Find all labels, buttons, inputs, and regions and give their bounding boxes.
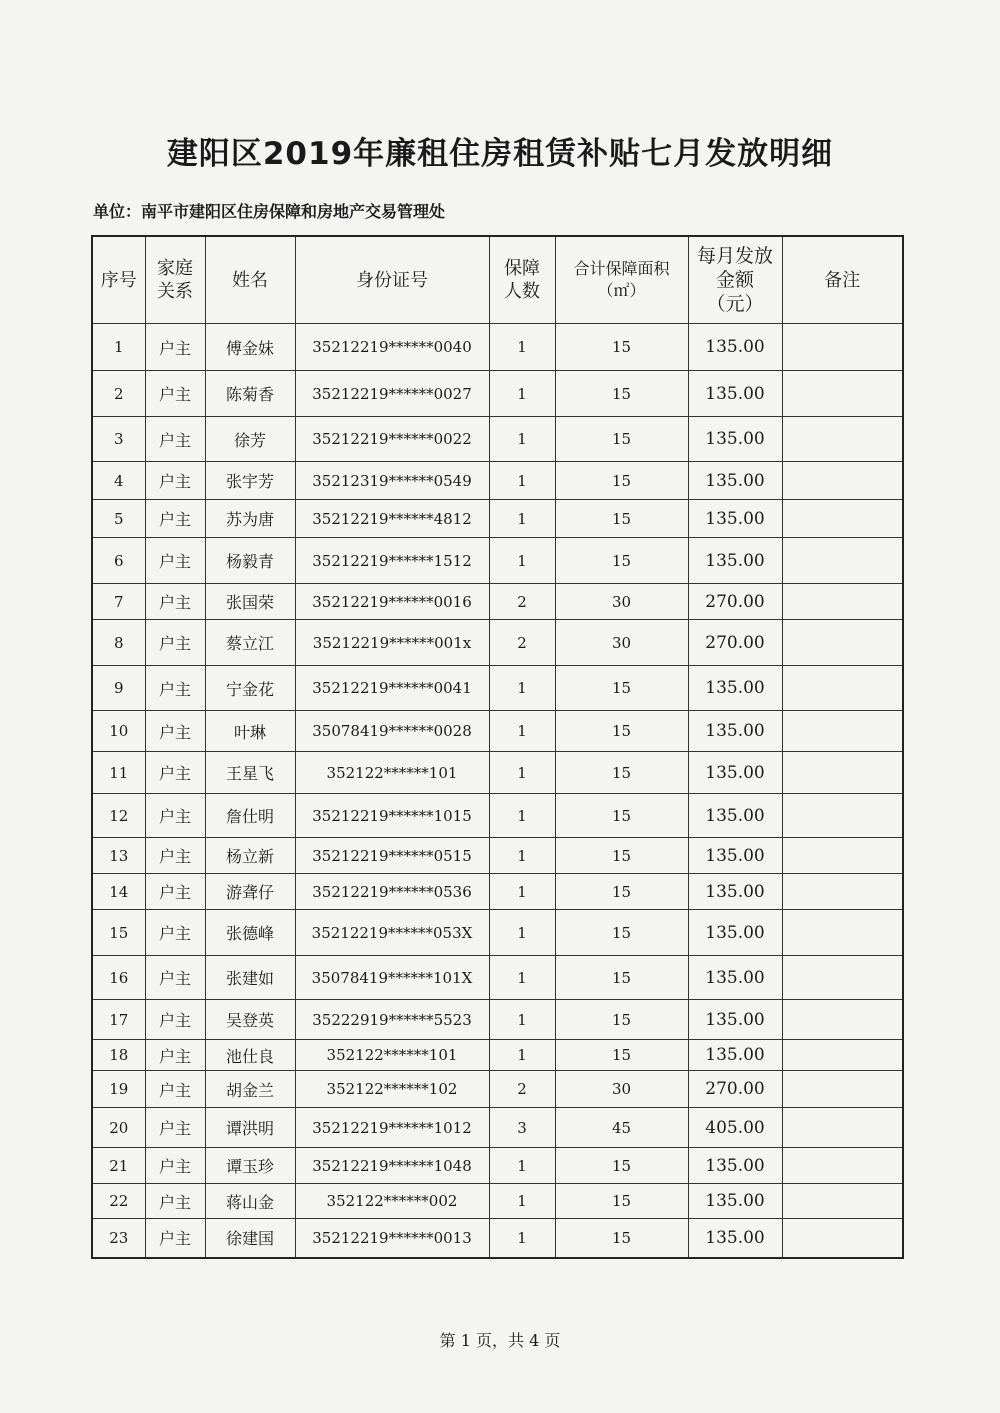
row-persons: 2 — [489, 620, 555, 666]
row-persons: 1 — [489, 838, 555, 874]
row-amount: 270.00 — [688, 1071, 782, 1108]
subsidy-table — [91, 235, 904, 1259]
row-remark — [782, 1000, 903, 1040]
row-area: 15 — [555, 794, 688, 838]
row-amount: 135.00 — [688, 874, 782, 910]
row-area: 15 — [555, 874, 688, 910]
row-name: 张国荣 — [205, 584, 295, 620]
row-amount: 270.00 — [688, 584, 782, 620]
row-remark — [782, 752, 903, 794]
row-relation: 户主 — [145, 1184, 205, 1219]
row-relation: 户主 — [145, 1040, 205, 1071]
row-seq: 11 — [92, 752, 145, 794]
row-id-number: 35212219******0041 — [295, 666, 489, 711]
row-id-number: 35212219******001x — [295, 620, 489, 666]
row-relation: 户主 — [145, 752, 205, 794]
row-amount: 135.00 — [688, 324, 782, 371]
row-persons: 1 — [489, 666, 555, 711]
row-relation: 户主 — [145, 538, 205, 584]
row-relation: 户主 — [145, 874, 205, 910]
row-name: 王星飞 — [205, 752, 295, 794]
row-relation: 户主 — [145, 1000, 205, 1040]
unit-label: 单位：南平市建阳区住房保障和房地产交易管理处 — [93, 202, 446, 221]
row-area: 15 — [555, 500, 688, 538]
row-persons: 3 — [489, 1108, 555, 1148]
row-id-number: 352122******102 — [295, 1071, 489, 1108]
row-amount: 135.00 — [688, 910, 782, 956]
row-name: 蒋山金 — [205, 1184, 295, 1219]
row-persons: 1 — [489, 538, 555, 584]
row-persons: 2 — [489, 584, 555, 620]
row-id-number: 35222919******5523 — [295, 1000, 489, 1040]
row-remark — [782, 956, 903, 1000]
page-footer: 第 1 页，共 4 页 — [439, 1331, 561, 1350]
table-row — [92, 1040, 903, 1071]
row-remark — [782, 666, 903, 711]
row-amount: 135.00 — [688, 794, 782, 838]
row-persons: 1 — [489, 1219, 555, 1258]
row-relation: 户主 — [145, 1148, 205, 1184]
row-amount: 135.00 — [688, 538, 782, 584]
row-area: 45 — [555, 1108, 688, 1148]
row-amount: 135.00 — [688, 1219, 782, 1258]
row-name: 谭玉珍 — [205, 1148, 295, 1184]
table-row — [92, 500, 903, 538]
row-id-number: 35212219******1512 — [295, 538, 489, 584]
row-remark — [782, 584, 903, 620]
row-seq: 8 — [92, 620, 145, 666]
header-name: 姓名 — [205, 236, 295, 324]
row-seq: 2 — [92, 371, 145, 417]
header-persons: 保障人数 — [489, 236, 555, 324]
row-seq: 22 — [92, 1184, 145, 1219]
row-area: 15 — [555, 910, 688, 956]
table-row — [92, 666, 903, 711]
row-area: 15 — [555, 838, 688, 874]
row-remark — [782, 1071, 903, 1108]
row-seq: 10 — [92, 711, 145, 752]
row-area: 30 — [555, 1071, 688, 1108]
row-seq: 6 — [92, 538, 145, 584]
table-header — [92, 236, 903, 324]
table-row — [92, 538, 903, 584]
row-persons: 1 — [489, 711, 555, 752]
table-row — [92, 417, 903, 462]
row-seq: 1 — [92, 324, 145, 371]
row-area: 15 — [555, 1184, 688, 1219]
row-relation: 户主 — [145, 620, 205, 666]
row-persons: 1 — [489, 910, 555, 956]
row-relation: 户主 — [145, 956, 205, 1000]
table-row — [92, 1108, 903, 1148]
table-row — [92, 910, 903, 956]
table-row — [92, 838, 903, 874]
row-seq: 7 — [92, 584, 145, 620]
row-id-number: 35212219******053X — [295, 910, 489, 956]
row-amount: 135.00 — [688, 1148, 782, 1184]
table-row — [92, 711, 903, 752]
row-name: 陈菊香 — [205, 371, 295, 417]
row-relation: 户主 — [145, 711, 205, 752]
row-remark — [782, 371, 903, 417]
row-persons: 1 — [489, 1000, 555, 1040]
header-area: 合计保障面积（㎡） — [555, 236, 688, 324]
row-persons: 1 — [489, 500, 555, 538]
table-row — [92, 620, 903, 666]
table-row — [92, 752, 903, 794]
row-remark — [782, 1184, 903, 1219]
row-relation: 户主 — [145, 666, 205, 711]
row-persons: 2 — [489, 1071, 555, 1108]
row-relation: 户主 — [145, 1108, 205, 1148]
row-amount: 135.00 — [688, 500, 782, 538]
row-name: 游聋仔 — [205, 874, 295, 910]
row-remark — [782, 500, 903, 538]
row-seq: 18 — [92, 1040, 145, 1071]
row-amount: 405.00 — [688, 1108, 782, 1148]
row-id-number: 35212219******0515 — [295, 838, 489, 874]
row-relation: 户主 — [145, 584, 205, 620]
row-amount: 270.00 — [688, 620, 782, 666]
row-amount: 135.00 — [688, 417, 782, 462]
row-relation: 户主 — [145, 838, 205, 874]
row-amount: 135.00 — [688, 838, 782, 874]
row-area: 15 — [555, 711, 688, 752]
row-seq: 17 — [92, 1000, 145, 1040]
table-row — [92, 956, 903, 1000]
row-id-number: 35212219******0536 — [295, 874, 489, 910]
row-name: 蔡立江 — [205, 620, 295, 666]
row-id-number: 35078419******0028 — [295, 711, 489, 752]
row-persons: 1 — [489, 1040, 555, 1071]
row-persons: 1 — [489, 752, 555, 794]
row-amount: 135.00 — [688, 462, 782, 500]
table-row — [92, 874, 903, 910]
row-seq: 14 — [92, 874, 145, 910]
row-name: 徐芳 — [205, 417, 295, 462]
row-relation: 户主 — [145, 500, 205, 538]
row-seq: 12 — [92, 794, 145, 838]
header-id: 身份证号 — [295, 236, 489, 324]
row-id-number: 35212319******0549 — [295, 462, 489, 500]
header-amount: 每月发放金额（元） — [688, 236, 782, 324]
table-row — [92, 1071, 903, 1108]
header-relation: 家庭关系 — [145, 236, 205, 324]
row-name: 张建如 — [205, 956, 295, 1000]
row-id-number: 35212219******0022 — [295, 417, 489, 462]
row-name: 杨毅青 — [205, 538, 295, 584]
row-name: 詹仕明 — [205, 794, 295, 838]
row-remark — [782, 1148, 903, 1184]
row-seq: 13 — [92, 838, 145, 874]
row-seq: 4 — [92, 462, 145, 500]
row-area: 30 — [555, 620, 688, 666]
row-seq: 23 — [92, 1219, 145, 1258]
row-name: 叶琳 — [205, 711, 295, 752]
row-name: 傅金妹 — [205, 324, 295, 371]
row-persons: 1 — [489, 417, 555, 462]
row-remark — [782, 1219, 903, 1258]
row-name: 宁金花 — [205, 666, 295, 711]
row-relation: 户主 — [145, 794, 205, 838]
row-area: 30 — [555, 584, 688, 620]
row-seq: 19 — [92, 1071, 145, 1108]
row-persons: 1 — [489, 324, 555, 371]
row-remark — [782, 620, 903, 666]
table-row — [92, 371, 903, 417]
row-area: 15 — [555, 956, 688, 1000]
row-amount: 135.00 — [688, 1184, 782, 1219]
row-id-number: 352122******101 — [295, 752, 489, 794]
row-remark — [782, 794, 903, 838]
table-row — [92, 1000, 903, 1040]
row-area: 15 — [555, 462, 688, 500]
row-id-number: 35078419******101X — [295, 956, 489, 1000]
row-seq: 16 — [92, 956, 145, 1000]
row-persons: 1 — [489, 462, 555, 500]
row-id-number: 35212219******0040 — [295, 324, 489, 371]
row-name: 吴登英 — [205, 1000, 295, 1040]
row-relation: 户主 — [145, 462, 205, 500]
row-amount: 135.00 — [688, 956, 782, 1000]
row-remark — [782, 711, 903, 752]
row-seq: 3 — [92, 417, 145, 462]
row-id-number: 35212219******1048 — [295, 1148, 489, 1184]
row-name: 苏为唐 — [205, 500, 295, 538]
row-area: 15 — [555, 538, 688, 584]
header-remark: 备注 — [782, 236, 903, 324]
row-seq: 5 — [92, 500, 145, 538]
row-persons: 1 — [489, 1184, 555, 1219]
row-area: 15 — [555, 324, 688, 371]
row-id-number: 35212219******1015 — [295, 794, 489, 838]
row-amount: 135.00 — [688, 1000, 782, 1040]
row-seq: 15 — [92, 910, 145, 956]
row-relation: 户主 — [145, 1071, 205, 1108]
row-id-number: 352122******002 — [295, 1184, 489, 1219]
row-name: 池仕良 — [205, 1040, 295, 1071]
row-persons: 1 — [489, 956, 555, 1000]
row-relation: 户主 — [145, 371, 205, 417]
row-amount: 135.00 — [688, 711, 782, 752]
row-id-number: 352122******101 — [295, 1040, 489, 1071]
header-seq: 序号 — [92, 236, 145, 324]
row-remark — [782, 1108, 903, 1148]
row-id-number: 35212219******4812 — [295, 500, 489, 538]
row-remark — [782, 874, 903, 910]
row-id-number: 35212219******0013 — [295, 1219, 489, 1258]
row-name: 张德峰 — [205, 910, 295, 956]
row-seq: 20 — [92, 1108, 145, 1148]
row-persons: 1 — [489, 371, 555, 417]
table-row — [92, 1219, 903, 1258]
row-amount: 135.00 — [688, 666, 782, 711]
row-name: 张宇芳 — [205, 462, 295, 500]
row-area: 15 — [555, 752, 688, 794]
row-relation: 户主 — [145, 417, 205, 462]
row-id-number: 35212219******1012 — [295, 1108, 489, 1148]
table-row — [92, 1148, 903, 1184]
row-remark — [782, 1040, 903, 1071]
row-amount: 135.00 — [688, 752, 782, 794]
row-remark — [782, 462, 903, 500]
row-relation: 户主 — [145, 324, 205, 371]
row-seq: 21 — [92, 1148, 145, 1184]
row-persons: 1 — [489, 874, 555, 910]
table-row — [92, 324, 903, 371]
row-seq: 9 — [92, 666, 145, 711]
row-remark — [782, 324, 903, 371]
row-amount: 135.00 — [688, 1040, 782, 1071]
table-body — [92, 324, 903, 1258]
row-amount: 135.00 — [688, 371, 782, 417]
row-persons: 1 — [489, 1148, 555, 1184]
row-id-number: 35212219******0016 — [295, 584, 489, 620]
row-remark — [782, 417, 903, 462]
row-area: 15 — [555, 1000, 688, 1040]
table-row — [92, 462, 903, 500]
table-row — [92, 1184, 903, 1219]
table-row — [92, 584, 903, 620]
row-area: 15 — [555, 666, 688, 711]
row-name: 杨立新 — [205, 838, 295, 874]
row-area: 15 — [555, 371, 688, 417]
row-name: 谭洪明 — [205, 1108, 295, 1148]
row-relation: 户主 — [145, 1219, 205, 1258]
row-relation: 户主 — [145, 910, 205, 956]
row-name: 徐建国 — [205, 1219, 295, 1258]
row-id-number: 35212219******0027 — [295, 371, 489, 417]
page-title: 建阳区2019年廉租住房租赁补贴七月发放明细 — [166, 136, 834, 172]
row-persons: 1 — [489, 794, 555, 838]
row-area: 15 — [555, 1148, 688, 1184]
row-remark — [782, 910, 903, 956]
row-remark — [782, 838, 903, 874]
table-row — [92, 794, 903, 838]
row-area: 15 — [555, 417, 688, 462]
row-area: 15 — [555, 1040, 688, 1071]
row-area: 15 — [555, 1219, 688, 1258]
row-remark — [782, 538, 903, 584]
row-name: 胡金兰 — [205, 1071, 295, 1108]
